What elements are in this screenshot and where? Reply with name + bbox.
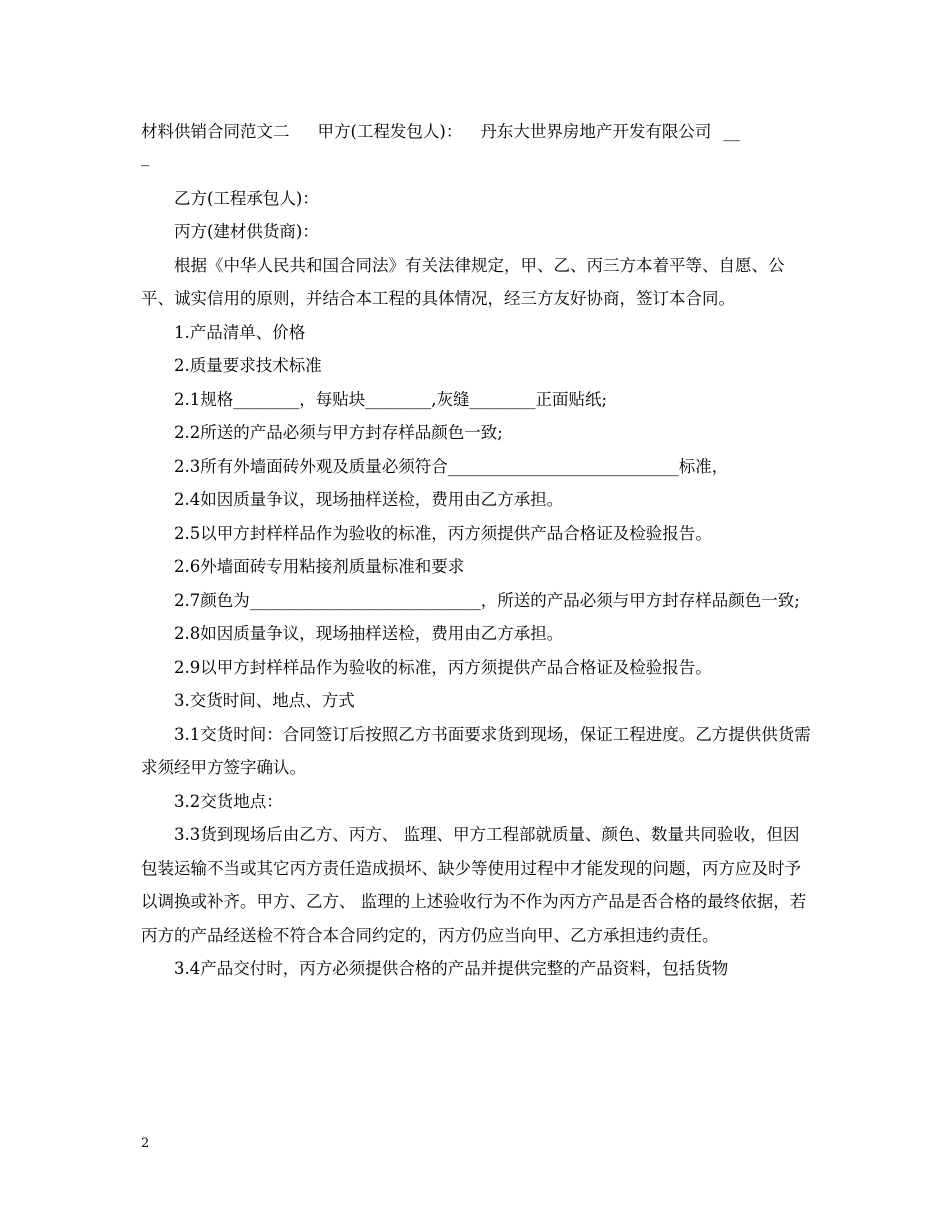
document-title: 材料供销合同范文二 [141,122,290,141]
clause-2: 2.质量要求技术标准 [174,356,322,375]
title-line [141,115,813,149]
clause-2-4: 2.4如因质量争议，现场抽样送检，费用由乙方承担。 [174,490,564,509]
clause-3-3: 3.3货到现场后由乙方、丙方、 监理、甲方工程部就质量、颜色、数量共同验收，但因包装运输不当或其它丙方责任造成损坏、缺少等使用过程中才能发现的问题，丙方应及时予以调换或补齐。甲方、乙方、 监理的上述验收行为不作为丙方产品是否合格的最终依据，若丙方的产品经送检不符合本合同约定的，丙方仍应当向甲、乙方承担违约责任。 [141,825,807,945]
clause-2-2: 2.2所送的产品必须与甲方封存样品颜色一致; [174,423,503,442]
clause-2-1: 2.1规格________，每贴块________,灰缝________正面贴纸; [174,389,608,409]
clause-2-5: 2.5以甲方封样样品作为验收的标准，丙方须提供产品合格证及检验报告。 [174,523,712,543]
clause-2-9: 2.9以甲方封样样品作为验收的标准，丙方须提供产品合格证及检验报告。 [174,657,712,677]
clause-1: 1.产品清单、价格 [174,322,306,342]
clause-2-8: 2.8如因质量争议，现场抽样送检，费用由乙方承担。 [174,624,564,643]
party-b-label: 乙方(工程承包人)： [174,188,319,208]
document-body [141,115,813,986]
clause-2-3: 2.3所有外墙面砖外观及质量必须符合____________________________标准， [174,456,729,476]
party-a-label: 甲方(工程发包人)： [317,122,463,141]
clause-3-4: 3.4产品交付时，丙方必须提供合格的产品并提供完整的产品资料，包括货物 [174,959,729,978]
party-c-label: 丙方(建材供货商)： [174,222,319,241]
clause-3-1: 3.1交货时间：合同签订后按照乙方书面要求货到现场，保证工程进度。乙方提供供货需求须经甲方签字确认。 [141,724,811,777]
party-a-name: 丹东大世界房地产开发有限公司 [480,122,712,141]
party-a-blank-tail: _ [141,146,150,166]
clause-3: 3.交货时间、地点、方式 [174,691,355,710]
preamble-paragraph: 根据《中华人民共和国合同法》有关法律规定，甲、乙、丙三方本着平等、自愿、公平、诚实信用的原则，并结合本工程的具体情况，经三方友好协商，签订本合同。 [141,255,785,308]
clause-2-6: 2.6外墙面砖专用粘接剂质量标准和要求 [174,557,465,576]
page-number: 2 [141,1136,150,1151]
clause-2-7: 2.7颜色为____________________________，所送的产品必须与甲方封存样品颜色一致; [174,590,800,610]
party-a-blank: __ [723,122,740,141]
clause-3-2: 3.2交货地点： [174,791,283,811]
